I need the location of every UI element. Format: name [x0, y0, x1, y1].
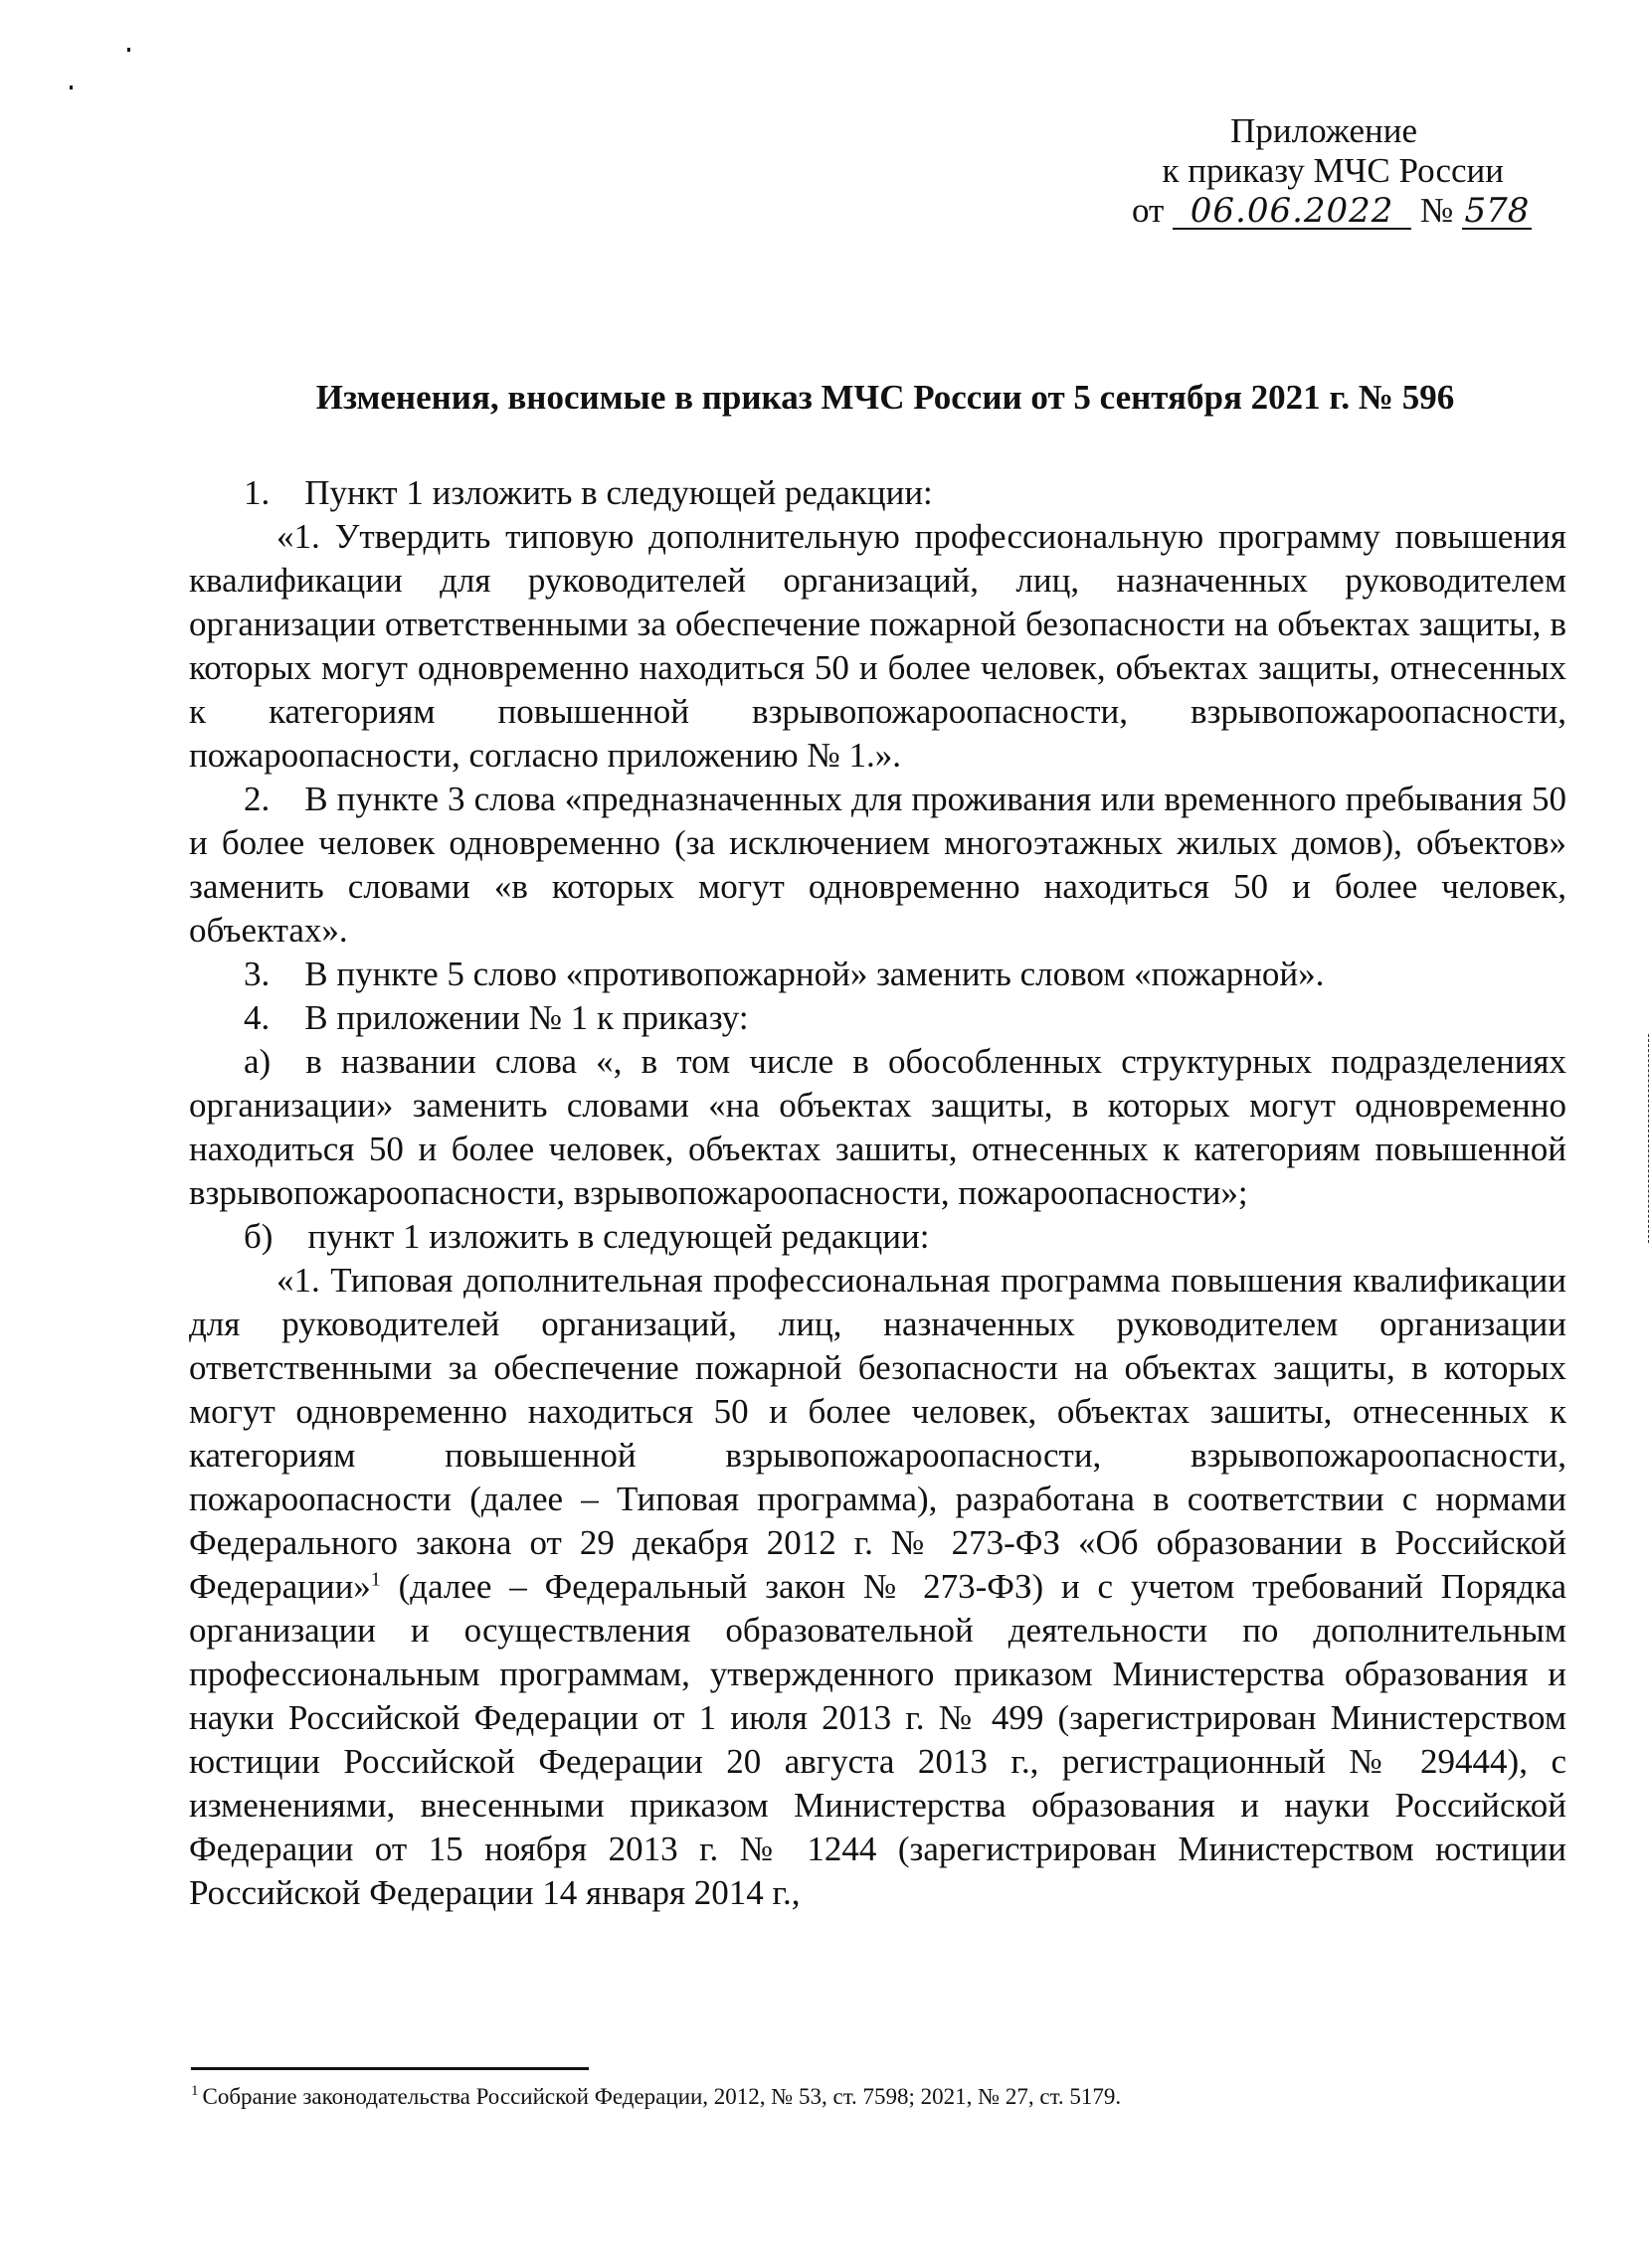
approval-date-number-line: [1094, 191, 1532, 231]
document-title: Изменения, вносимые в приказ МЧС России от 5 сентября 2021 г. № 596: [315, 378, 1455, 417]
approval-label: Приложение: [1230, 111, 1417, 150]
footnote: [191, 2082, 1484, 2112]
paragraph-item-4b-text-cont: (далее – Федеральный закон № 273-ФЗ) и с учетом требований Порядка организации и осуществления образовательной деятельности по дополнительным профессиональным программам, утвержденного приказом Министерства образования и науки Российской Федерации от 1 июля 2013 г. № 499 (зарегистрирован Министерством юстиции Российской Федерации 20 августа 2013 г., регистрационный № 29444), с изменениями, внесенными приказом Министерства образования и науки Российской Федерации от 15 ноября 2013 г. № 1244 (зарегистрирован Министерством юстиции Российской Федерации 14 января 2014 г.,: [189, 1567, 1566, 1912]
paragraph-item-4a: а) в названии слова «, в том числе в обособленных структурных подразделениях организации» заменить словами «на объектах защиты, в которых могут одновременно находиться 50 и более человек, объектах зашиты, отнесенных к категориям повышенной взрывопожароопасности, взрывопожароопасности, пожароопасности»;: [189, 1042, 1566, 1212]
paragraph-item-1: 1. Пункт 1 изложить в следующей редакции:: [244, 473, 933, 512]
paragraph-item-4: 4. В приложении № 1 к приказу:: [244, 998, 749, 1037]
footnote-separator: [191, 2067, 589, 2070]
handwritten-number: 578: [1462, 194, 1532, 230]
document-body: [189, 471, 1566, 1915]
scan-speck: [70, 86, 73, 89]
paragraph-item-1-text: «1. Утвердить типовую дополнительную профессиональную программу повышения квалификации для руководителей организаций, лиц, назначенных руководителем организации ответственными за обеспечение пожарной безопасности на объектах защиты, в которых могут одновременно находиться 50 и более человек, объектах защиты, отнесенных к категориям повышенной взрывопожароопасности, взрывопожароопасности, пожароопасности, согласно приложению № 1.».: [189, 517, 1566, 775]
approval-block: [1094, 111, 1532, 231]
date-prefix: от: [1132, 191, 1165, 230]
footnote-text: Собрание законодательства Российской Федерации, 2012, № 53, ст. 7598; 2021, № 27, ст. 5179.: [202, 2084, 1122, 2109]
footnote-marker: 1: [191, 2083, 199, 2100]
number-prefix: №: [1419, 191, 1454, 230]
paragraph-item-2: 2. В пункте 3 слова «предназначенных для проживания или временного пребывания 50 и более человек одновременно (за исключением многоэтажных жилых домов), объектов» заменить словами «в которых могут одновременно находиться 50 и более человек, объектах».: [189, 780, 1566, 950]
paragraph-item-3: 3. В пункте 5 слово «противопожарной» заменить словом «пожарной».: [244, 955, 1325, 993]
paragraph-item-4b-text: [189, 1259, 1566, 1915]
scan-speck: [127, 48, 130, 52]
handwritten-date: 06.06.2022: [1173, 194, 1411, 230]
paragraph-item-4b-text-start: «1. Типовая дополнительная профессиональная программа повышения квалификации для руководителей организаций, лиц, назначенных руководителем организации ответственными за обеспечение пожарной безопасности на объектах защиты, в которых могут одновременно находиться 50 и более человек, объектах зашиты, отнесенных к категориям повышенной взрывопожароопасности, взрывопожароопасности, пожароопасности (далее – Типовая программа), разработана в соответствии с нормами Федерального закона от 29 декабря 2012 г. № 273-ФЗ «Об образовании в Российской Федерации»: [189, 1261, 1566, 1606]
footnote-reference[interactable]: 1: [370, 1568, 381, 1591]
paragraph-item-4b: б) пункт 1 изложить в следующей редакции:: [244, 1217, 930, 1256]
approval-order-ref: к приказу МЧС России: [1162, 151, 1504, 190]
